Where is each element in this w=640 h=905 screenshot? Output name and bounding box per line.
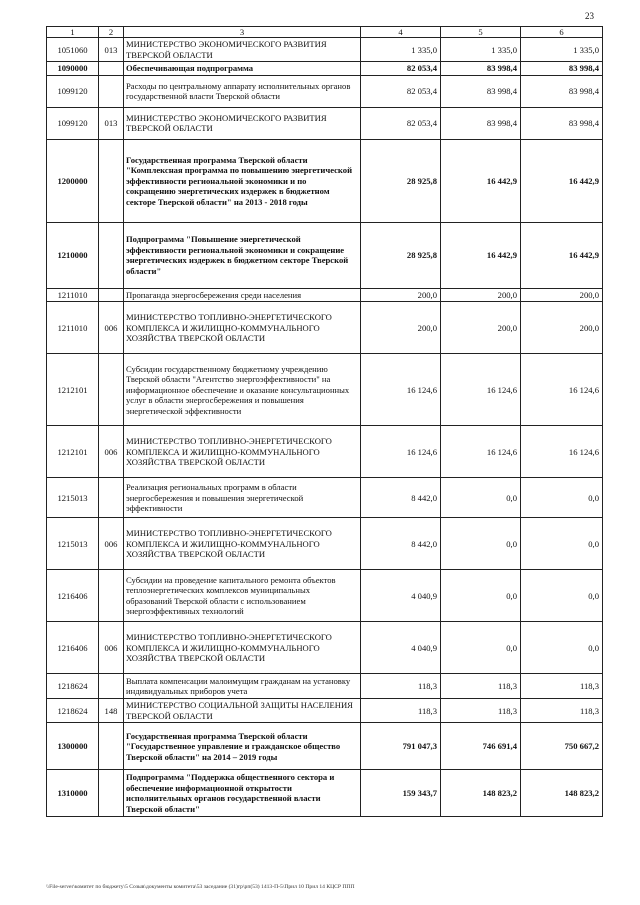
row-code: 1310000 <box>47 770 99 817</box>
row-value-col5: 0,0 <box>441 478 521 518</box>
table-row <box>47 354 603 426</box>
row-value-col5: 200,0 <box>441 288 521 301</box>
row-department-code <box>99 723 124 770</box>
table-row <box>47 478 603 518</box>
table-row <box>47 75 603 107</box>
table-row <box>47 62 603 75</box>
table-row <box>47 288 603 301</box>
row-description: Расходы по центральному аппарату исполнительных органов государственной власти Тверской области <box>124 75 361 107</box>
row-department-code <box>99 770 124 817</box>
row-value-col4: 28 925,8 <box>361 139 441 222</box>
table-row <box>47 222 603 288</box>
row-description: Государственная программа Тверской области "Комплексная программа по повышению энергетической эффективности региональной экономики и по сокращению энергетических издержек в бюджетном секторе Тверской области" на 2013 - 2018 годы <box>124 139 361 222</box>
row-description: Реализация региональных программ в области энергосбережения и повышения энергетической эффективности <box>124 478 361 518</box>
column-header: 2 <box>99 27 124 38</box>
row-code: 1216406 <box>47 622 99 674</box>
table-row <box>47 139 603 222</box>
column-header: 5 <box>441 27 521 38</box>
row-value-col5: 83 998,4 <box>441 62 521 75</box>
table-row <box>47 699 603 723</box>
row-value-col6: 16 442,9 <box>521 222 603 288</box>
row-value-col6: 16 124,6 <box>521 426 603 478</box>
row-value-col6: 148 823,2 <box>521 770 603 817</box>
row-description: Субсидии государственному бюджетному учреждению Тверской области "Агентство энергоэффективности" на информационное обеспечение и оказание консультационных услуг в области энергосбережения и повышения энергетической эффективности <box>124 354 361 426</box>
row-description: Пропаганда энергосбережения среди населения <box>124 288 361 301</box>
row-value-col6: 118,3 <box>521 699 603 723</box>
row-code: 1212101 <box>47 354 99 426</box>
row-value-col6: 83 998,4 <box>521 62 603 75</box>
row-department-code <box>99 288 124 301</box>
row-description: МИНИСТЕРСТВО СОЦИАЛЬНОЙ ЗАЩИТЫ НАСЕЛЕНИЯ ТВЕРСКОЙ ОБЛАСТИ <box>124 699 361 723</box>
row-description: Государственная программа Тверской области "Государственное управление и гражданское общество Тверской области" на 2014 – 2019 годы <box>124 723 361 770</box>
row-code: 1212101 <box>47 426 99 478</box>
row-value-col4: 16 124,6 <box>361 426 441 478</box>
table-row <box>47 770 603 817</box>
row-department-code: 013 <box>99 107 124 139</box>
row-description: МИНИСТЕРСТВО ТОПЛИВНО-ЭНЕРГЕТИЧЕСКОГО КОМПЛЕКСА И ЖИЛИЩНО-КОММУНАЛЬНОГО ХОЗЯЙСТВА ТВЕРСКОЙ ОБЛАСТИ <box>124 426 361 478</box>
table-row <box>47 302 603 354</box>
row-value-col6: 0,0 <box>521 478 603 518</box>
row-code: 1200000 <box>47 139 99 222</box>
row-code: 1099120 <box>47 107 99 139</box>
row-value-col6: 118,3 <box>521 674 603 699</box>
column-header: 6 <box>521 27 603 38</box>
row-department-code <box>99 139 124 222</box>
row-value-col5: 118,3 <box>441 699 521 723</box>
table-row <box>47 518 603 570</box>
row-department-code <box>99 222 124 288</box>
row-value-col6: 750 667,2 <box>521 723 603 770</box>
row-value-col5: 16 124,6 <box>441 354 521 426</box>
column-header: 3 <box>124 27 361 38</box>
table-row <box>47 570 603 622</box>
row-value-col5: 0,0 <box>441 518 521 570</box>
row-code: 1211010 <box>47 288 99 301</box>
row-value-col4: 4 040,9 <box>361 570 441 622</box>
row-code: 1099120 <box>47 75 99 107</box>
column-header-row <box>47 27 603 38</box>
row-department-code <box>99 570 124 622</box>
row-value-col4: 791 047,3 <box>361 723 441 770</box>
row-description: МИНИСТЕРСТВО ТОПЛИВНО-ЭНЕРГЕТИЧЕСКОГО КОМПЛЕКСА И ЖИЛИЩНО-КОММУНАЛЬНОГО ХОЗЯЙСТВА ТВЕРСКОЙ ОБЛАСТИ <box>124 518 361 570</box>
row-code: 1218624 <box>47 674 99 699</box>
row-value-col5: 200,0 <box>441 302 521 354</box>
row-value-col5: 118,3 <box>441 674 521 699</box>
row-department-code: 006 <box>99 518 124 570</box>
row-value-col5: 83 998,4 <box>441 75 521 107</box>
file-path-footer: \\File-server\комитет по бюджету\5 Созыв\документы комитета\53 заседание (31)гр\рп(53) 1413-П-5\Прил 10 Прил 14 КЦСР ППП <box>46 884 355 890</box>
table-row <box>47 38 603 62</box>
row-value-col5: 0,0 <box>441 570 521 622</box>
row-value-col6: 1 335,0 <box>521 38 603 62</box>
row-value-col5: 16 124,6 <box>441 426 521 478</box>
row-code: 1218624 <box>47 699 99 723</box>
table-row <box>47 426 603 478</box>
row-code: 1215013 <box>47 478 99 518</box>
row-value-col6: 16 124,6 <box>521 354 603 426</box>
row-code: 1090000 <box>47 62 99 75</box>
row-value-col4: 8 442,0 <box>361 518 441 570</box>
row-value-col4: 28 925,8 <box>361 222 441 288</box>
row-description: МИНИСТЕРСТВО ЭКОНОМИЧЕСКОГО РАЗВИТИЯ ТВЕРСКОЙ ОБЛАСТИ <box>124 38 361 62</box>
row-value-col4: 200,0 <box>361 302 441 354</box>
row-department-code <box>99 674 124 699</box>
row-code: 1215013 <box>47 518 99 570</box>
row-department-code <box>99 354 124 426</box>
row-value-col4: 82 053,4 <box>361 62 441 75</box>
row-description: Субсидии на проведение капитального ремонта объектов теплоэнергетических комплексов муниципальных образований Тверской области с использованием энергоэффективных технологий <box>124 570 361 622</box>
page-number: 23 <box>585 11 594 21</box>
row-value-col4: 1 335,0 <box>361 38 441 62</box>
row-value-col4: 16 124,6 <box>361 354 441 426</box>
row-value-col6: 0,0 <box>521 622 603 674</box>
row-value-col6: 83 998,4 <box>521 107 603 139</box>
row-value-col6: 200,0 <box>521 288 603 301</box>
row-value-col4: 82 053,4 <box>361 107 441 139</box>
row-value-col5: 83 998,4 <box>441 107 521 139</box>
row-description: Подпрограмма "Повышение энергетической эффективности региональной экономики и сокращение энергетических издержек в бюджетном секторе Тверской области" <box>124 222 361 288</box>
row-value-col6: 0,0 <box>521 518 603 570</box>
column-header: 4 <box>361 27 441 38</box>
row-department-code: 006 <box>99 622 124 674</box>
row-value-col4: 4 040,9 <box>361 622 441 674</box>
row-description: Выплата компенсации малоимущим гражданам на установку индивидуальных приборов учета <box>124 674 361 699</box>
row-code: 1051060 <box>47 38 99 62</box>
row-value-col6: 16 442,9 <box>521 139 603 222</box>
row-description: Подпрограмма "Поддержка общественного сектора и обеспечение информационной открытости исполнительных органов государственной власти Тверской области" <box>124 770 361 817</box>
row-code: 1300000 <box>47 723 99 770</box>
row-value-col4: 159 343,7 <box>361 770 441 817</box>
row-value-col5: 16 442,9 <box>441 139 521 222</box>
row-value-col5: 0,0 <box>441 622 521 674</box>
row-description: МИНИСТЕРСТВО ТОПЛИВНО-ЭНЕРГЕТИЧЕСКОГО КОМПЛЕКСА И ЖИЛИЩНО-КОММУНАЛЬНОГО ХОЗЯЙСТВА ТВЕРСКОЙ ОБЛАСТИ <box>124 302 361 354</box>
row-value-col4: 82 053,4 <box>361 75 441 107</box>
table-row <box>47 674 603 699</box>
row-department-code: 006 <box>99 426 124 478</box>
row-code: 1210000 <box>47 222 99 288</box>
row-value-col4: 200,0 <box>361 288 441 301</box>
row-value-col5: 148 823,2 <box>441 770 521 817</box>
row-value-col6: 83 998,4 <box>521 75 603 107</box>
row-value-col6: 0,0 <box>521 570 603 622</box>
row-value-col4: 118,3 <box>361 699 441 723</box>
row-department-code: 148 <box>99 699 124 723</box>
row-department-code <box>99 478 124 518</box>
row-code: 1216406 <box>47 570 99 622</box>
row-value-col6: 200,0 <box>521 302 603 354</box>
row-value-col5: 746 691,4 <box>441 723 521 770</box>
table-row <box>47 723 603 770</box>
table-row <box>47 622 603 674</box>
row-department-code: 013 <box>99 38 124 62</box>
row-department-code <box>99 75 124 107</box>
row-department-code: 006 <box>99 302 124 354</box>
row-value-col5: 1 335,0 <box>441 38 521 62</box>
table-row <box>47 107 603 139</box>
row-value-col4: 118,3 <box>361 674 441 699</box>
budget-table <box>46 26 603 817</box>
row-value-col5: 16 442,9 <box>441 222 521 288</box>
row-code: 1211010 <box>47 302 99 354</box>
row-description: МИНИСТЕРСТВО ЭКОНОМИЧЕСКОГО РАЗВИТИЯ ТВЕРСКОЙ ОБЛАСТИ <box>124 107 361 139</box>
row-description: Обеспечивающая подпрограмма <box>124 62 361 75</box>
column-header: 1 <box>47 27 99 38</box>
row-value-col4: 8 442,0 <box>361 478 441 518</box>
row-department-code <box>99 62 124 75</box>
row-description: МИНИСТЕРСТВО ТОПЛИВНО-ЭНЕРГЕТИЧЕСКОГО КОМПЛЕКСА И ЖИЛИЩНО-КОММУНАЛЬНОГО ХОЗЯЙСТВА ТВЕРСКОЙ ОБЛАСТИ <box>124 622 361 674</box>
